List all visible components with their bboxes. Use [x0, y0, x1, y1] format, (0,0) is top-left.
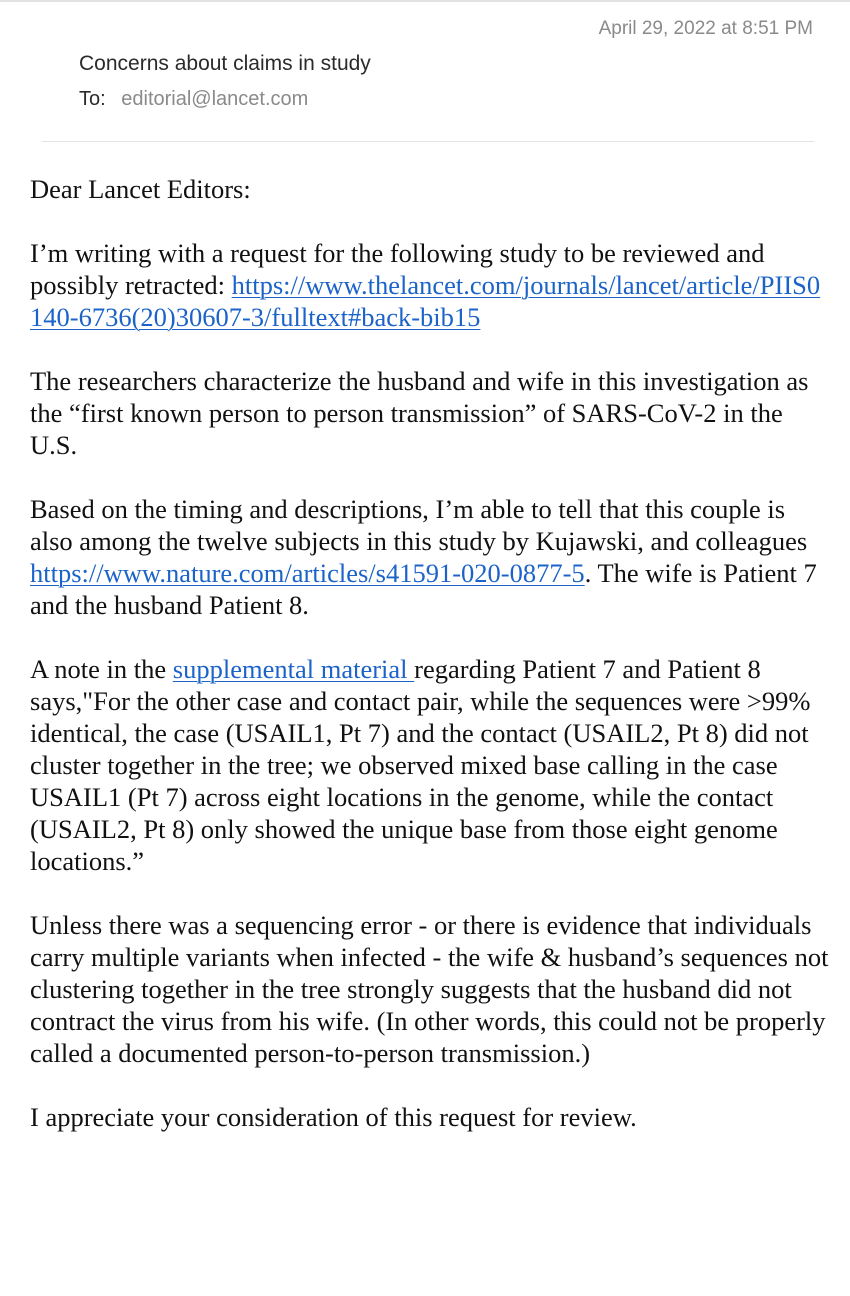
paragraph-request	[30, 237, 830, 333]
paragraph-closing: I appreciate your consideration of this request for review.	[30, 1102, 637, 1132]
email-subject: Concerns about claims in study	[79, 52, 371, 75]
nature-study-link[interactable]: https://www.nature.com/articles/s41591-020-0877-5	[30, 558, 585, 588]
paragraph-characterization: The researchers characterize the husband and wife in this investigation as the “first known person to person transmission” of SARS-CoV-2 in the U.S.	[30, 366, 809, 460]
greeting: Dear Lancet Editors:	[30, 174, 251, 204]
header-divider	[42, 141, 814, 142]
top-divider	[0, 0, 850, 2]
paragraph-request-text: I’m writing with a request for the following study to be reviewed and possibly retracted:	[30, 238, 765, 300]
paragraph-supplemental-quote: regarding Patient 7 and Patient 8 says,"For the other case and contact pair, while the sequences were >99% identical, the case (USAIL1, Pt 7) and the contact (USAIL2, Pt 8) did not cluster together in the tree; we observed mixed base calling in the case USAIL1 (Pt 7) across eight locations in the genome, while the contact (USAIL2, Pt 8) only showed the unique base from those eight genome locations.”	[30, 654, 811, 876]
supplemental-material-link[interactable]: supplemental material	[172, 654, 415, 684]
to-label: To:	[79, 88, 106, 110]
email-date: April 29, 2022 at 8:51 PM	[598, 18, 813, 39]
paragraph-timing-text: Based on the timing and descriptions, I’m able to tell that this couple is also among the twelve subjects in this study by Kujawski, and colleagues	[30, 494, 808, 556]
paragraph-argument: Unless there was a sequencing error - or there is evidence that individuals carry multiple variants when infected - the wife & husband’s sequences not clustering together in the tree strongly suggests that the husband did not contract the virus from his wife. (In other words, this could not be properly called a documented person-to-person transmission.)	[30, 910, 829, 1068]
paragraph-timing-after: . The wife is Patient 7 and the husband Patient 8.	[30, 558, 817, 620]
email-body	[30, 173, 830, 1165]
recipient-address[interactable]: editorial@lancet.com	[121, 88, 309, 110]
recipient-line	[79, 88, 308, 111]
lancet-study-link[interactable]: https://www.thelancet.com/journals/lancet/article/PIIS0140-6736(20)30607-3/fulltext#back-bib15	[30, 270, 821, 332]
paragraph-supplemental	[30, 653, 830, 877]
paragraph-supplemental-before: A note in the	[30, 654, 173, 684]
paragraph-timing	[30, 493, 830, 621]
